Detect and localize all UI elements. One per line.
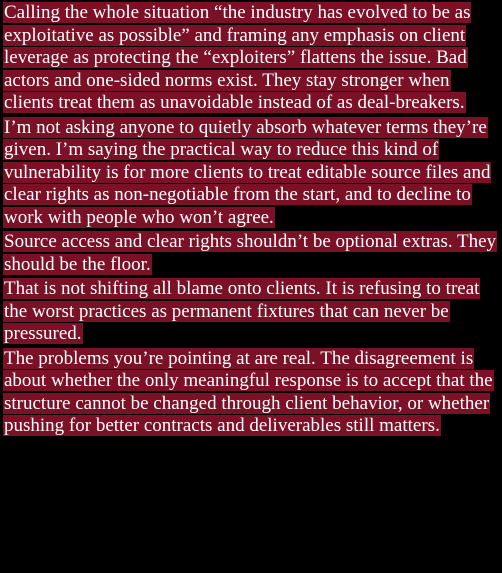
paragraph-2 [3,117,499,230]
paragraph-4 [3,278,499,346]
paragraph-3-text: Source access and clear rights shouldn’t be optional extras. They should be the floor. [4,231,497,275]
paragraph-5-text: The problems you’re pointing at are real. The disagreement is about whether the only meaningful response is to accept that the structure cannot be changed through client behavior, or whether pushing for better contracts and deliverables still matters. [4,347,493,436]
paragraph-3 [3,231,499,276]
paragraph-1 [3,2,499,115]
paragraph-2-text: I’m not asking anyone to quietly absorb whatever terms they’re given. I’m saying the practical way to reduce this kind of vulnerability is for more clients to treat editable source files and clear rights as non-negotiable from the start, and to decline to work with people who won’t agree. [4,116,491,228]
paragraph-1-text: Calling the whole situation “the industry has evolved to be as exploitative as possible” and framing any emphasis on client leverage as protecting the “exploiters” flattens the issue. Bad actors and one-sided norms exist. They stay stronger when clients treat them as unavoidable instead of as deal-breakers. [4,2,471,113]
paragraph-4-text: That is not shifting all blame onto clients. It is refusing to treat the worst practices as permanent fixtures that can never be pressured. [4,278,480,344]
paragraph-5 [3,348,499,438]
